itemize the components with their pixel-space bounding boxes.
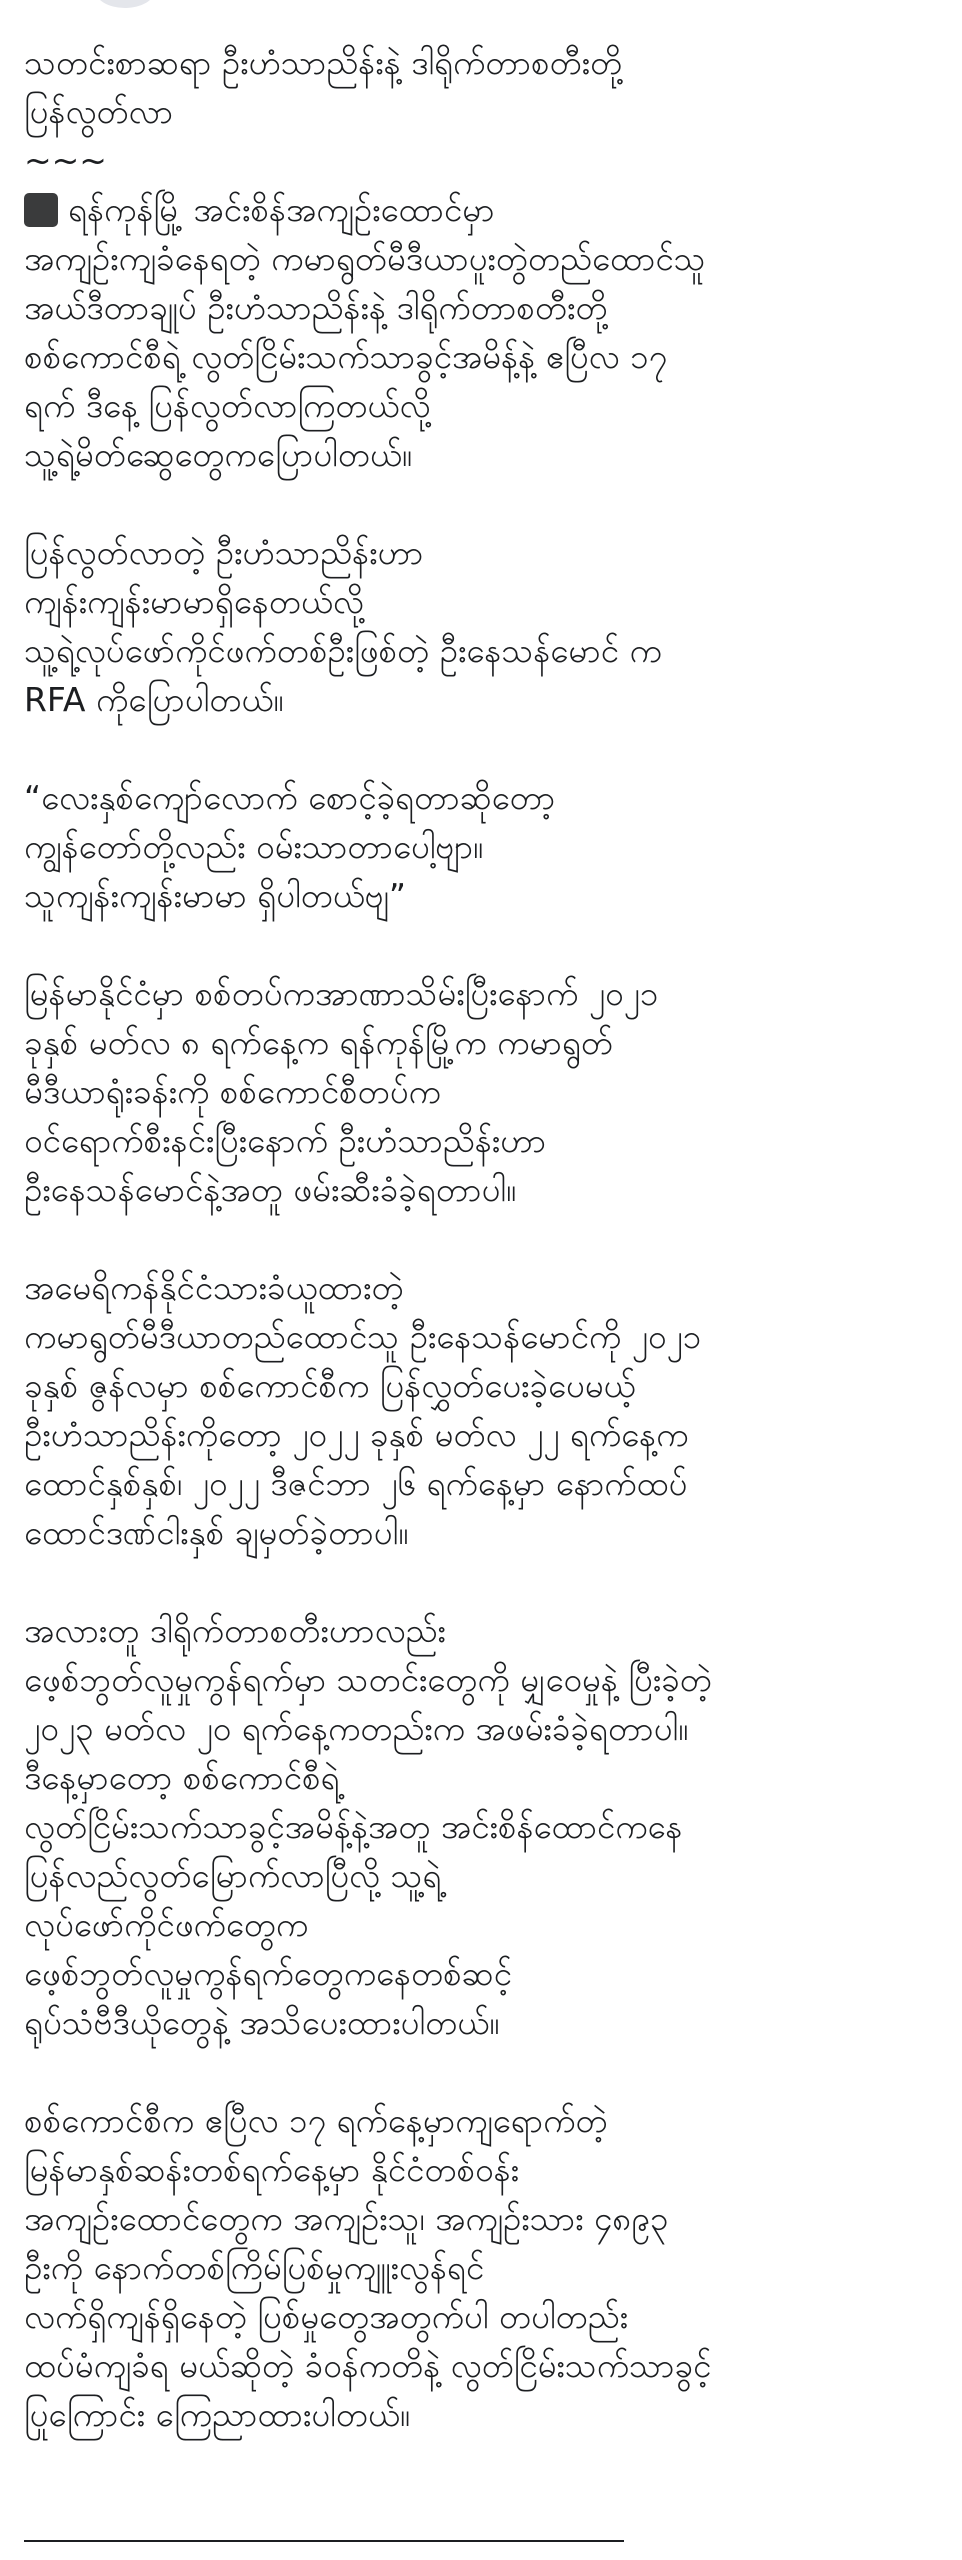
paragraph-7: စစ်ကောင်စီက ဧပြီလ ၁၇ ရက်နေ့မှာကျရောက်တဲ့ မြန်မာနှစ်ဆန်းတစ်ရက်နေ့မှာ နိုင်ငံတစ်ဝန်း အကျဉ်းထောင်တွေက အကျဉ်းသူ၊ အကျဉ်းသား ၄၈၉၃ ဦးကို နောက်တစ်ကြိမ်ပြစ်မှုကျူးလွန်ရင် လက်ရှိကျန်ရှိနေတဲ့ ပြစ်မှုတွေအတွက်ပါ တပါတည်း ထပ်မံကျခံရ မယ်ဆိုတဲ့ ခံဝန်ကတိနဲ့ လွတ်ငြိမ်းသက်သာခွင့် ပြုကြောင်း ကြေညာထားပါတယ်။ [24, 2101, 712, 2434]
post-body [24, 38, 944, 2488]
paragraph-4: မြန်မာနိုင်ငံမှာ စစ်တပ်ကအာဏာသိမ်းပြီးနောက် ၂၀၂၁ ခုနှစ် မတ်လ ၈ ရက်နေ့က ရန်ကုန်မြို့က ကမာရွတ် မီဒီယာရုံးခန်းကို စစ်ကောင်စီတပ်က ဝင်ရောက်စီးနင်းပြီးနောက် ဦးဟံသာညိန်းဟာ ဦးနေသန်မောင်နဲ့အတူ ဖမ်းဆီးခံခဲ့ရတာပါ။ [24, 974, 659, 1209]
post-separator: ~~~ [24, 141, 107, 180]
avatar [95, 0, 155, 8]
divider [24, 2540, 624, 2542]
post-title-line-2: ပြန်လွတ်လာ [24, 92, 174, 131]
paragraph-1 [24, 185, 944, 479]
paragraph-6: အလားတူ ဒါရိုက်တာစတီးဟာလည်း ဖေ့စ်ဘွတ်လူမှုကွန်ရက်မှာ သတင်းတွေကို မျှဝေမှုနဲ့ ပြီးခဲ့တဲ့ ၂၀၂၃ မတ်လ ၂၀ ရက်နေ့ကတည်းက အဖမ်းခံခဲ့ရတာပါ။ ဒီနေ့မှာတော့ စစ်ကောင်စီရဲ့ လွတ်ငြိမ်းသက်သာခွင့်အမိန့်နဲ့အတူ အင်းစိန်ထောင်ကနေ ပြန်လည်လွတ်မြောက်လာပြီလို့ သူ့ရဲ့ လုပ်ဖော်ကိုင်ဖက်တွေက ဖေ့စ်ဘွတ်လူမှုကွန်ရက်တွေကနေတစ်ဆင့် ရုပ်သံဗီဒီယိုတွေနဲ့ အသိပေးထားပါတယ်။ [24, 1611, 712, 2042]
paragraph-3-quote: “လေးနှစ်ကျော်လောက် စောင့်ခဲ့ရတာဆိုတော့ ကျွန်တော်တို့လည်း ဝမ်းသာတာပေါ့ဗျာ။ သူကျန်းကျန်းမာမာ ရှိပါတယ်ဗျ” [24, 778, 556, 915]
paragraph-2: ပြန်လွတ်လာတဲ့ ဦးဟံသာညိန်းဟာ ကျန်းကျန်းမာမာရှိနေတယ်လို့ သူ့ရဲ့လုပ်ဖော်ကိုင်ဖက်တစ်ဦးဖြစ်တဲ့ ဦးနေသန်မောင် က RFA ကိုပြောပါတယ်။ [24, 533, 662, 719]
post-title-line-1: သတင်းစာဆရာ ဦးဟံသာညိန်းနဲ့ ဒါရိုက်တာစတီးတို့ [24, 43, 623, 82]
black-square-icon [24, 193, 58, 227]
paragraph-5: အမေရိကန်နိုင်ငံသားခံယူထားတဲ့ ကမာရွတ်မီဒီယာတည်ထောင်သူ ဦးနေသန်မောင်ကို ၂၀၂၁ ခုနှစ် ဇွန်လမှာ စစ်ကောင်စီက ပြန်လွှတ်ပေးခဲ့ပေမယ့် ဦးဟံသာညိန်းကိုတော့ ၂၀၂၂ ခုနှစ် မတ်လ ၂၂ ရက်နေ့က ထောင်နှစ်နှစ်၊ ၂၀၂၂ ဒီဇင်ဘာ ၂၆ ရက်နေ့မှာ နောက်ထပ် ထောင်ဒဏ်ငါးနှစ် ချမှတ်ခဲ့တာပါ။ [24, 1268, 702, 1552]
paragraph-1-text: ရန်ကုန်မြို့ အင်းစိန်အကျဉ်းထောင်မှာ အကျဉ်းကျခံနေရတဲ့ ကမာရွတ်မီဒီယာပူးတွဲတည်ထောင်သူ အယ်ဒီတာချုပ် ဦးဟံသာညိန်းနဲ့ ဒါရိုက်တာစတီးတို့ စစ်ကောင်စီရဲ့ လွတ်ငြိမ်းသက်သာခွင့်အမိန့်နဲ့ ဧပြီလ ၁၇ ရက် ဒီနေ့ ပြန်လွတ်လာကြတယ်လို့ သူ့ရဲ့မိတ်ဆွေတွေကပြောပါတယ်။ [24, 190, 706, 474]
